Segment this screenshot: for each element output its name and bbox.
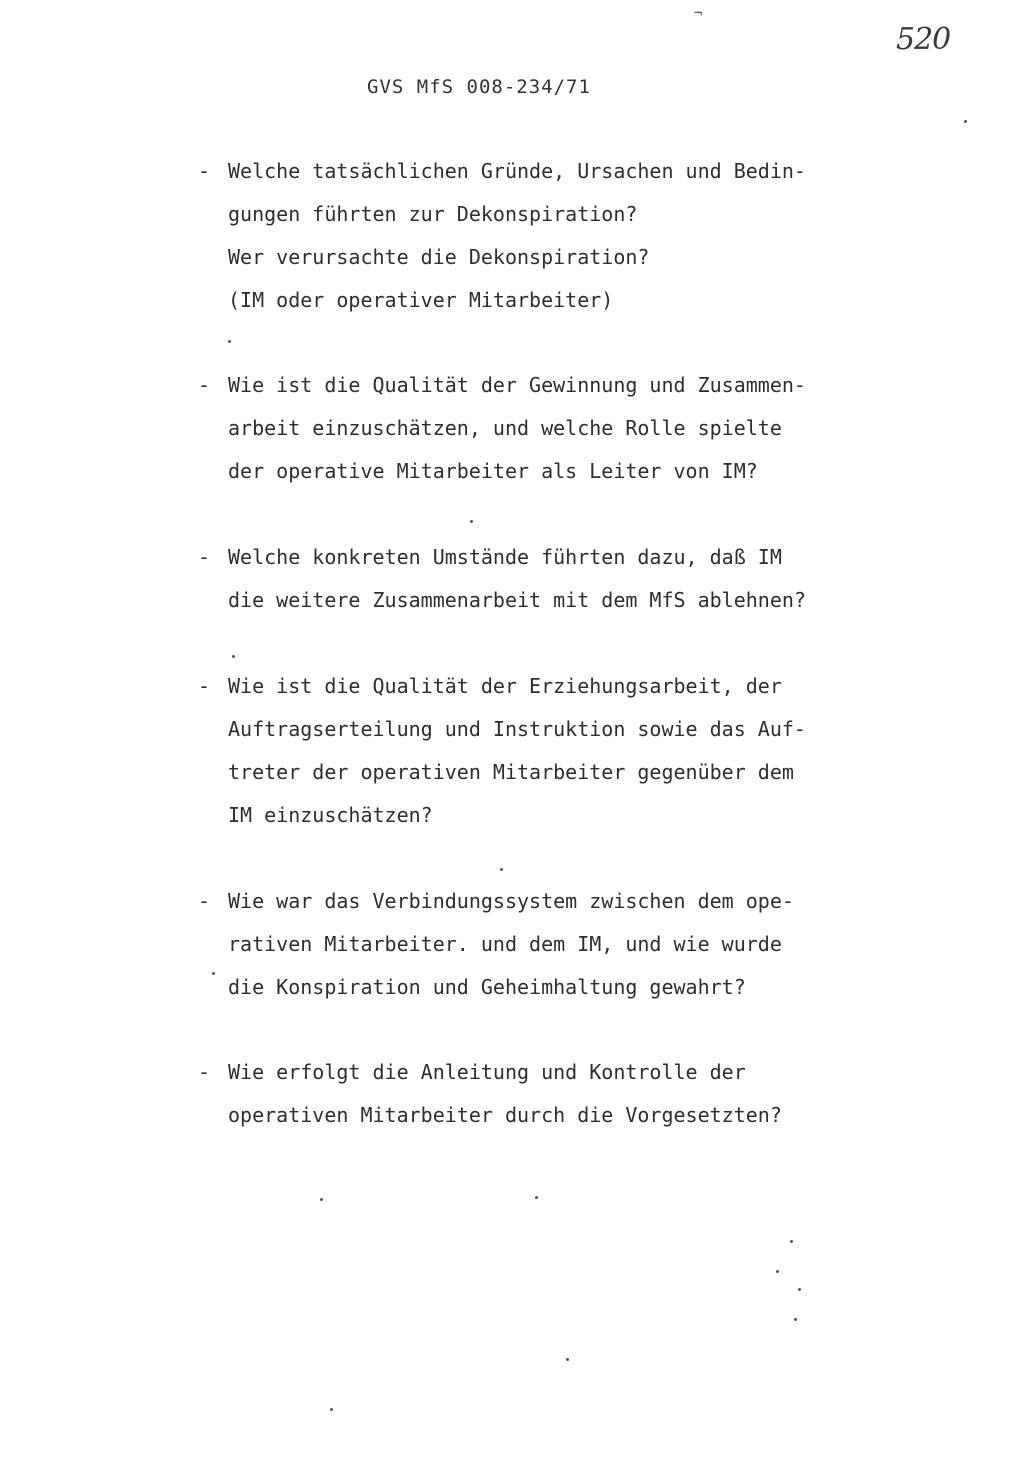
- scan-speck: [790, 1240, 793, 1243]
- document-reference-header: GVS MfS 008-234/71: [367, 76, 591, 98]
- question-line: arbeit einzuschätzen, und welche Rolle spielte: [228, 416, 782, 440]
- scan-speck: [212, 972, 215, 975]
- bullet-dash: -: [198, 674, 211, 698]
- question-line: die Konspiration und Geheimhaltung gewahrt?: [228, 975, 746, 999]
- scan-speck: [535, 1196, 538, 1199]
- question-line: rativen Mitarbeiter. und dem IM, und wie wurde: [228, 932, 782, 956]
- scan-speck: [470, 520, 473, 523]
- question-item-2: [198, 364, 898, 493]
- scan-speck: [330, 1408, 333, 1411]
- scan-speck: [228, 340, 231, 343]
- question-line: operativen Mitarbeiter durch die Vorgesetzten?: [228, 1103, 782, 1127]
- scan-speck: [798, 1288, 801, 1291]
- question-line: der operative Mitarbeiter als Leiter von IM?: [228, 459, 758, 483]
- question-item-3: [198, 536, 898, 622]
- question-line: Welche konkreten Umstände führten dazu, daß IM: [228, 545, 782, 569]
- bullet-dash: -: [198, 1060, 211, 1084]
- question-item-1: [198, 150, 898, 322]
- question-line: die weitere Zusammenarbeit mit dem MfS ablehnen?: [228, 588, 806, 612]
- question-line: Wer verursachte die Dekonspiration?: [228, 245, 650, 269]
- question-item-6: [198, 1051, 898, 1137]
- question-list: [198, 150, 898, 1137]
- scan-speck: [794, 1318, 797, 1321]
- handwritten-page-number: 520: [896, 22, 951, 57]
- bullet-dash: -: [198, 889, 211, 913]
- bullet-dash: -: [198, 373, 211, 397]
- scan-speck: [964, 120, 967, 123]
- question-line: Welche tatsächlichen Gründe, Ursachen und Bedin-: [228, 159, 806, 183]
- question-line: Wie ist die Qualität der Gewinnung und Zusammen-: [228, 373, 806, 397]
- bullet-dash: -: [198, 545, 211, 569]
- question-item-5: [198, 880, 898, 1009]
- question-line: IM einzuschätzen?: [228, 803, 433, 827]
- question-line: gungen führten zur Dekonspiration?: [228, 202, 638, 226]
- scan-speck: [566, 1358, 569, 1361]
- scan-speck: [776, 1270, 779, 1273]
- question-line: Auftragserteilung und Instruktion sowie das Auf-: [228, 717, 806, 741]
- question-line: Wie war das Verbindungssystem zwischen dem ope-: [228, 889, 794, 913]
- question-line: treter der operativen Mitarbeiter gegenüber dem: [228, 760, 794, 784]
- question-line: Wie erfolgt die Anleitung und Kontrolle der: [228, 1060, 746, 1084]
- top-scribble-mark: ¬: [694, 6, 703, 22]
- scan-speck: [500, 868, 503, 871]
- question-line: (IM oder operativer Mitarbeiter): [228, 288, 614, 312]
- scan-speck: [232, 655, 235, 658]
- bullet-dash: -: [198, 159, 211, 183]
- scan-speck: [320, 1198, 323, 1201]
- question-item-4: [198, 665, 898, 837]
- question-line: Wie ist die Qualität der Erziehungsarbeit, der: [228, 674, 782, 698]
